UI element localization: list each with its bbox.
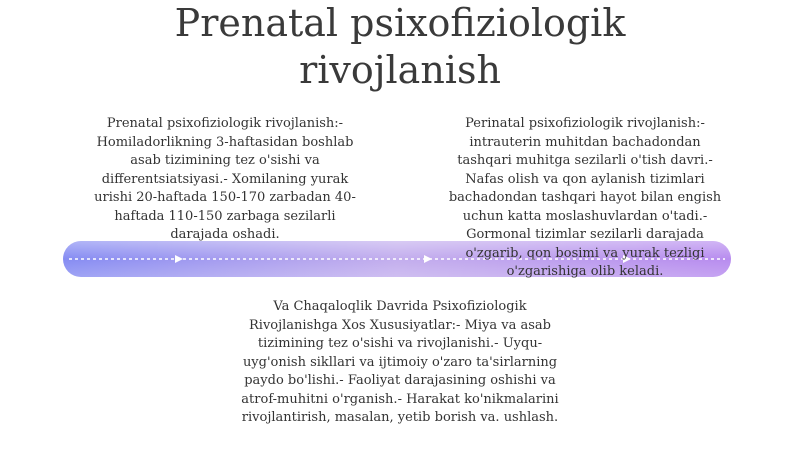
text-line: urishi 20-haftada 150-170 zarbadan 40- <box>94 190 356 205</box>
text-line: Rivojlanishga Xos Xususiyatlar:- Miya va asab <box>249 317 551 333</box>
perinatal-text-block <box>420 115 750 282</box>
page-title-line-1: Prenatal psixofiziologik <box>174 1 626 45</box>
text-line: atrof-muhitni o'rganish.- Harakat ko'nikmalarini <box>241 391 559 407</box>
text-line: Homiladorlikning 3-haftasidan boshlab <box>96 134 354 150</box>
text-line: Perinatal psixofiziologik rivojlanish:- <box>465 116 705 131</box>
text-line: uyg'onish sikllari va ijtimoiy o'zaro ta'sirlarning <box>242 354 558 370</box>
text-line: rivojlantirish, masalan, yetib borish va. ushlash. <box>241 410 559 425</box>
infancy-text-block <box>230 298 570 428</box>
text-line: darajada oshadi. <box>170 227 280 242</box>
text-line: paydo bo'lishi.- Faoliyat darajasining oshishi va <box>244 373 556 388</box>
text-line: tashqari muhitga sezilarli o'tish davri.- <box>457 153 713 168</box>
text-line: Va Chaqaloqlik Davrida Psixofiziologik <box>273 299 527 314</box>
text-line: haftada 110-150 zarbaga sezilarli <box>114 208 336 224</box>
page-title <box>0 0 800 94</box>
text-line: intrauterin muhitdan bachadondan <box>469 134 701 150</box>
text-line: Nafas olish va qon aylanish tizimlari <box>465 171 705 187</box>
prenatal-text-block <box>60 115 390 245</box>
text-line: tizimining tez o'sishi va rivojlanishi.- Uyqu- <box>257 336 543 351</box>
text-line: bachadondan tashqari hayot bilan engish <box>448 190 722 205</box>
text-line: o'zgarishiga olib keladi. <box>506 264 664 279</box>
text-line: Prenatal psixofiziologik rivojlanish:- <box>106 116 344 131</box>
text-line: differentsiatsiyasi.- Xomilaning yurak <box>101 171 349 187</box>
text-line: uchun katta moslashuvlardan o'tadi.- <box>462 208 708 224</box>
text-line: o'zgarib, qon bosimi va yurak tezligi <box>465 245 705 261</box>
page-title-line-2: rivojlanish <box>299 48 501 92</box>
text-line: Gormonal tizimlar sezilarli darajada <box>466 227 704 242</box>
text-line: asab tizimining tez o'sishi va <box>130 153 320 168</box>
